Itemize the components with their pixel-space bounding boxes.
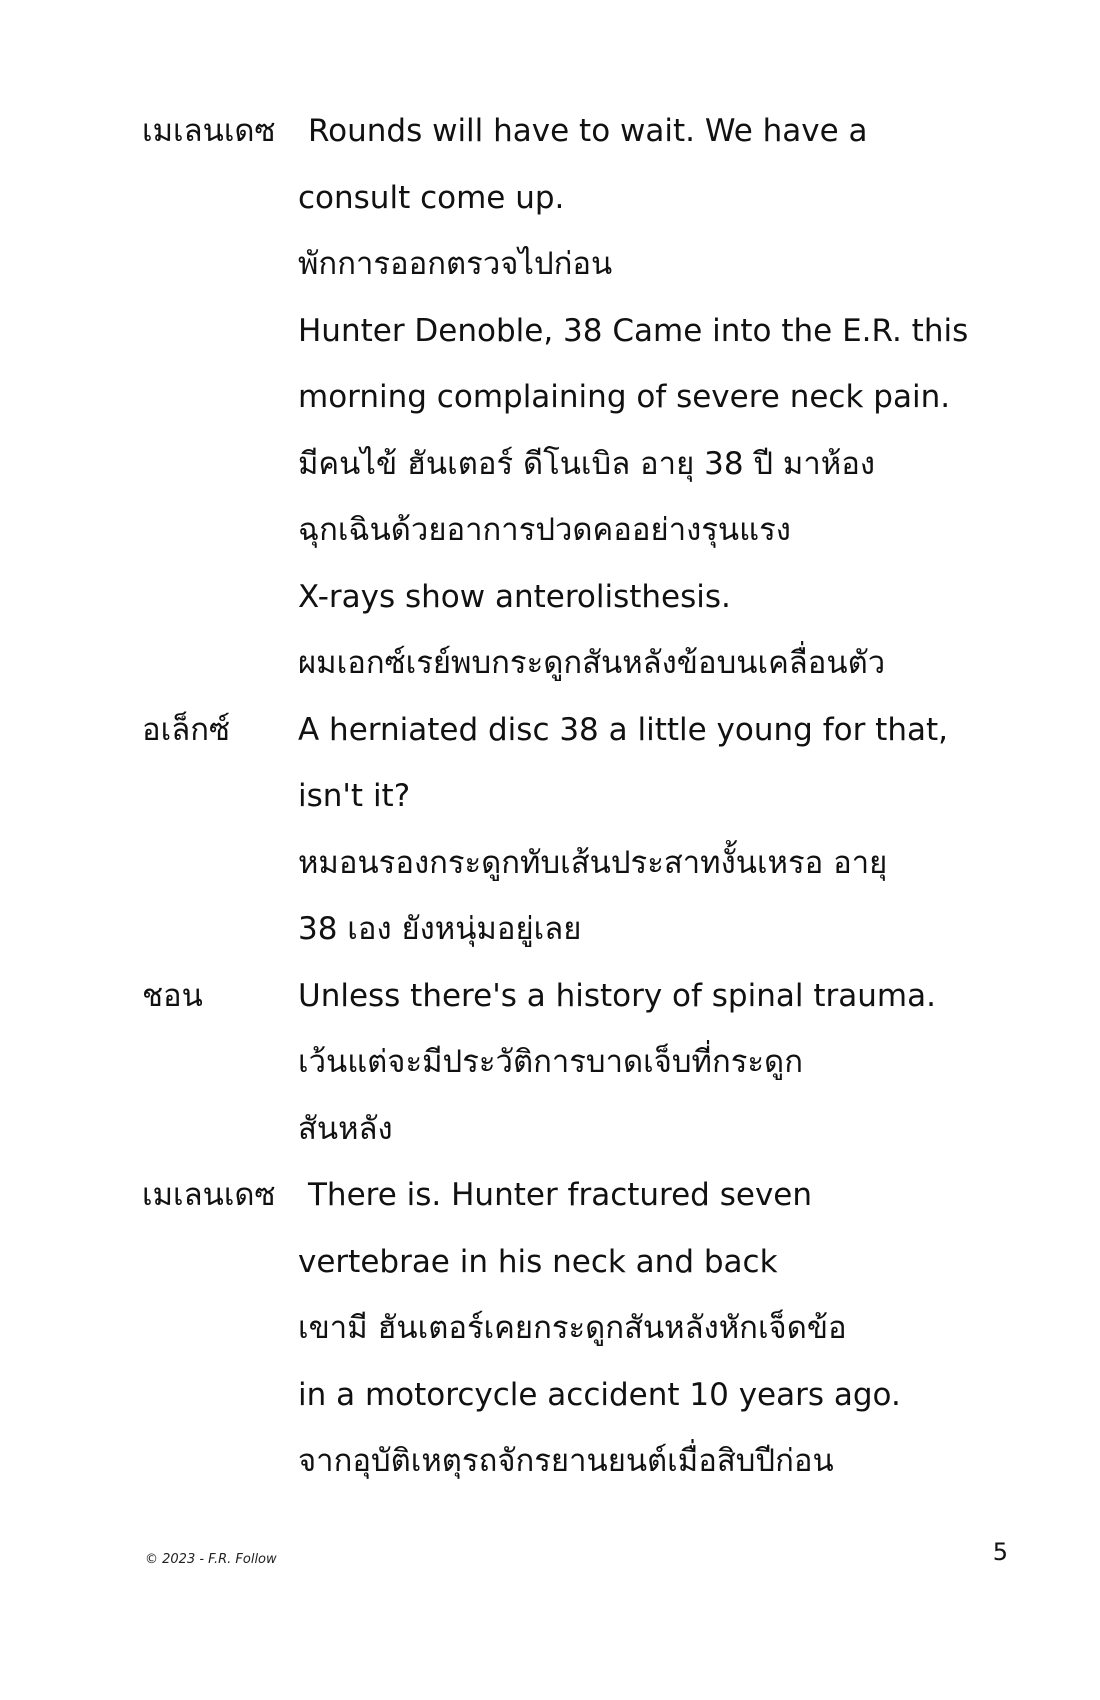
- speaker-name: อเล็กซ์: [142, 711, 231, 748]
- speaker-name: เมเลนเดซ: [142, 113, 276, 149]
- dialogue-lines: [298, 98, 1022, 697]
- dialogue-line: เว้นแต่จะมีประวัติการบาดเจ็บที่กระดูก: [298, 1044, 803, 1080]
- dialogue-entry: [142, 1162, 1022, 1495]
- dialogue-line: Rounds will have to wait. We have a: [308, 113, 868, 149]
- dialogue-line: morning complaining of severe neck pain.: [298, 379, 951, 415]
- dialogue-line: หมอนรองกระดูกทับเส้นประสาทงั้นเหรอ อายุ: [298, 844, 888, 881]
- dialogue-line: isn't it?: [298, 778, 411, 814]
- dialogue-lines: [298, 963, 1022, 1163]
- dialogue-line: Unless there's a history of spinal trauma.: [298, 977, 936, 1014]
- dialogue-entry: [142, 963, 1022, 1163]
- dialogue-line: A herniated disc 38 a little young for that,: [298, 711, 948, 748]
- dialogue-line: สันหลัง: [298, 1110, 393, 1147]
- dialogue-line: ฉุกเฉินด้วยอาการปวดคออย่างรุนแรง: [298, 512, 791, 548]
- dialogue-line: จากอุบัติเหตุรถจักรยานยนต์เมื่อสิบปีก่อน: [298, 1443, 834, 1479]
- copyright-notice: © 2023 - F.R. Follow: [145, 1552, 277, 1567]
- dialogue-line: Hunter Denoble, 38 Came into the E.R. this: [298, 312, 969, 349]
- dialogue-line: vertebrae in his neck and back: [298, 1243, 778, 1280]
- dialogue-line: X-rays show anterolisthesis.: [298, 578, 731, 615]
- page-number: 5: [992, 1538, 1008, 1566]
- dialogue-line: There is. Hunter fractured seven: [308, 1177, 813, 1213]
- dialogue-line: ผมเอกซ์เรย์พบกระดูกสันหลังข้อบนเคลื่อนตัว: [298, 645, 886, 681]
- dialogue-line: เขามี ฮันเตอร์เคยกระดูกสันหลังหักเจ็ดข้อ: [298, 1310, 847, 1346]
- dialogue-line: พักการออกตรวจไปก่อน: [298, 246, 613, 282]
- dialogue-line: consult come up.: [298, 179, 565, 216]
- script-body: [142, 98, 1022, 1495]
- dialogue-lines: [298, 697, 1022, 963]
- dialogue-line: in a motorcycle accident 10 years ago.: [298, 1376, 901, 1413]
- dialogue-line: 38 เอง ยังหนุ่มอยู่เลย: [298, 911, 582, 947]
- dialogue-line: มีคนไข้ ฮันเตอร์ ดีโนเบิล อายุ 38 ปี มาห้อง: [298, 445, 875, 482]
- dialogue-entry: [142, 697, 1022, 963]
- speaker-name: เมเลนเดซ: [142, 1177, 276, 1213]
- speaker-name: ชอน: [142, 977, 203, 1014]
- dialogue-entry: [142, 98, 1022, 697]
- dialogue-lines: [298, 1162, 1022, 1495]
